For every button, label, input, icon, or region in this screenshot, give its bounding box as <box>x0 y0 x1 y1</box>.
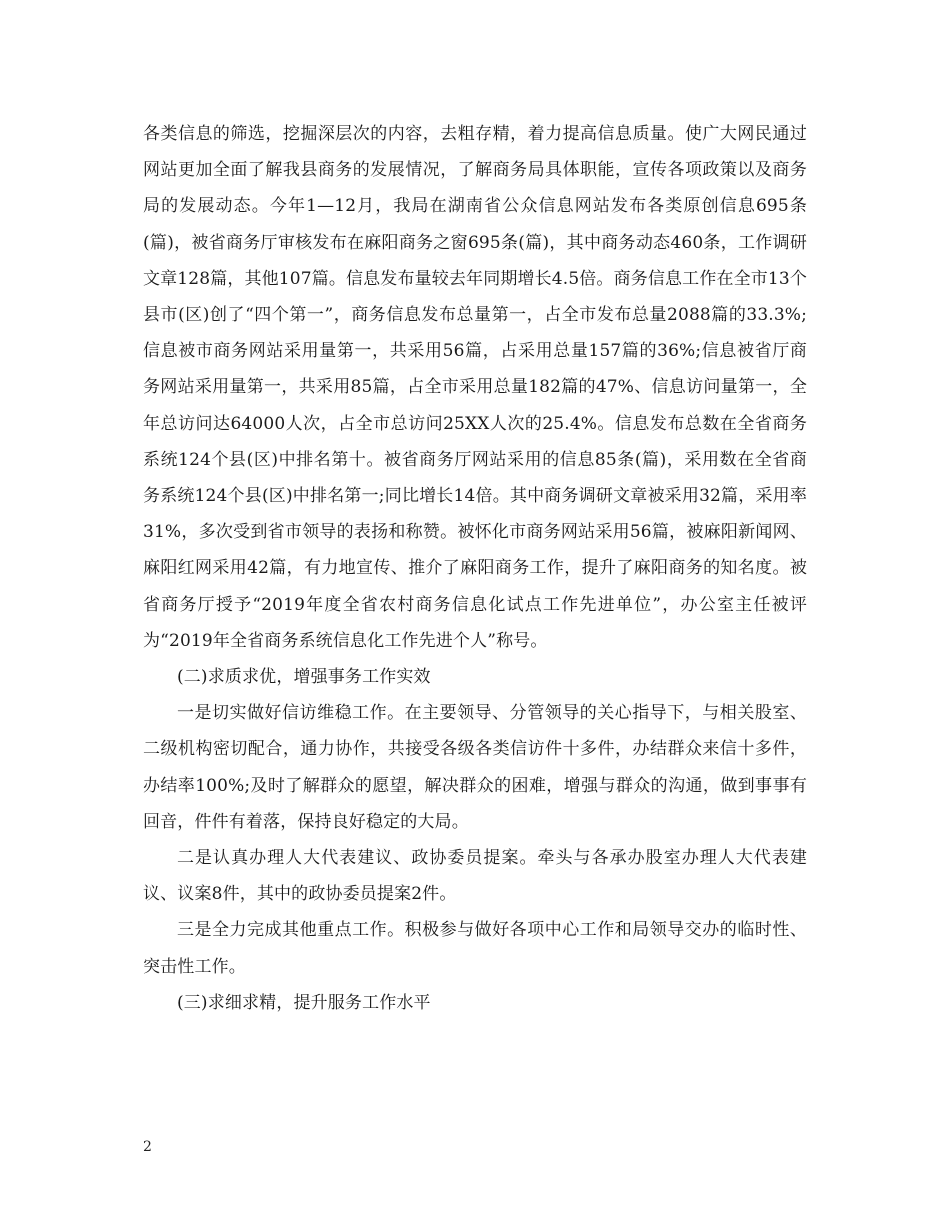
paragraph-proposals: 二是认真办理人大代表建议、政协委员提案。牵头与各承办股室办理人大代表建议、议案8件，其中的政协委员提案2件。 <box>143 848 807 905</box>
paragraph-continuation: 各类信息的筛选，挖掘深层次的内容，去粗存精，着力提高信息质量。使广大网民通过网站更加全面了解我县商务的发展情况，了解商务局具体职能，宣传各项政策以及商务局的发展动态。今年1—12月，我局在湖南省公众信息网站发布各类原创信息695条(篇)，被省商务厅审核发布在麻阳商务之窗695条(篇)，其中商务动态460条，工作调研文章128篇，其他107篇。信息发布量较去年同期增长4.5倍。商务信息工作在全市13个县市(区)创了“四个第一”，商务信息发布总量第一，占全市发布总量2088篇的33.3%;信息被市商务网站采用量第一，共采用56篇，占采用总量157篇的36%;信息被省厅商务网站采用量第一，共采用85篇，占全市采用总量182篇的47%、信息访问量第一，全年总访问达64000人次，占全市总访问25XX人次的25.4%。信息发布总数在全省商务系统124个县(区)中排名第十。被省商务厅网站采用的信息85条(篇)，采用数在全省商务系统124个县(区)中排名第一;同比增长14倍。其中商务调研文章被采用32篇，采用率31%，多次受到省市领导的表扬和称赞。被怀化市商务网站采用56篇，被麻阳新闻网、麻阳红网采用42篇，有力地宣传、推介了麻阳商务工作，提升了麻阳商务的知名度。被省商务厅授予“2019年度全省农村商务信息化试点工作先进单位”，办公室主任被评为“2019年全省商务系统信息化工作先进个人”称号。 <box>143 124 808 651</box>
document-body <box>143 116 807 1021</box>
paragraph-other-work: 三是全力完成其他重点工作。积极参与做好各项中心工作和局领导交办的临时性、突击性工作。 <box>143 920 807 977</box>
section-heading-3: (三)求细求精，提升服务工作水平 <box>177 992 431 1013</box>
section-heading-2: (二)求质求优，增强事务工作实效 <box>177 667 431 688</box>
paragraph-petition-work: 一是切实做好信访维稳工作。在主要领导、分管领导的关心指导下，与相关股室、二级机构密切配合，通力协作，共接受各级各类信访件十多件，办结群众来信十多件，办结率100%;及时了解群众的愿望，解决群众的困难，增强与群众的沟通，做到事事有回音，件件有着落，保持良好稳定的大局。 <box>143 703 807 832</box>
page-number: 2 <box>143 1139 152 1155</box>
